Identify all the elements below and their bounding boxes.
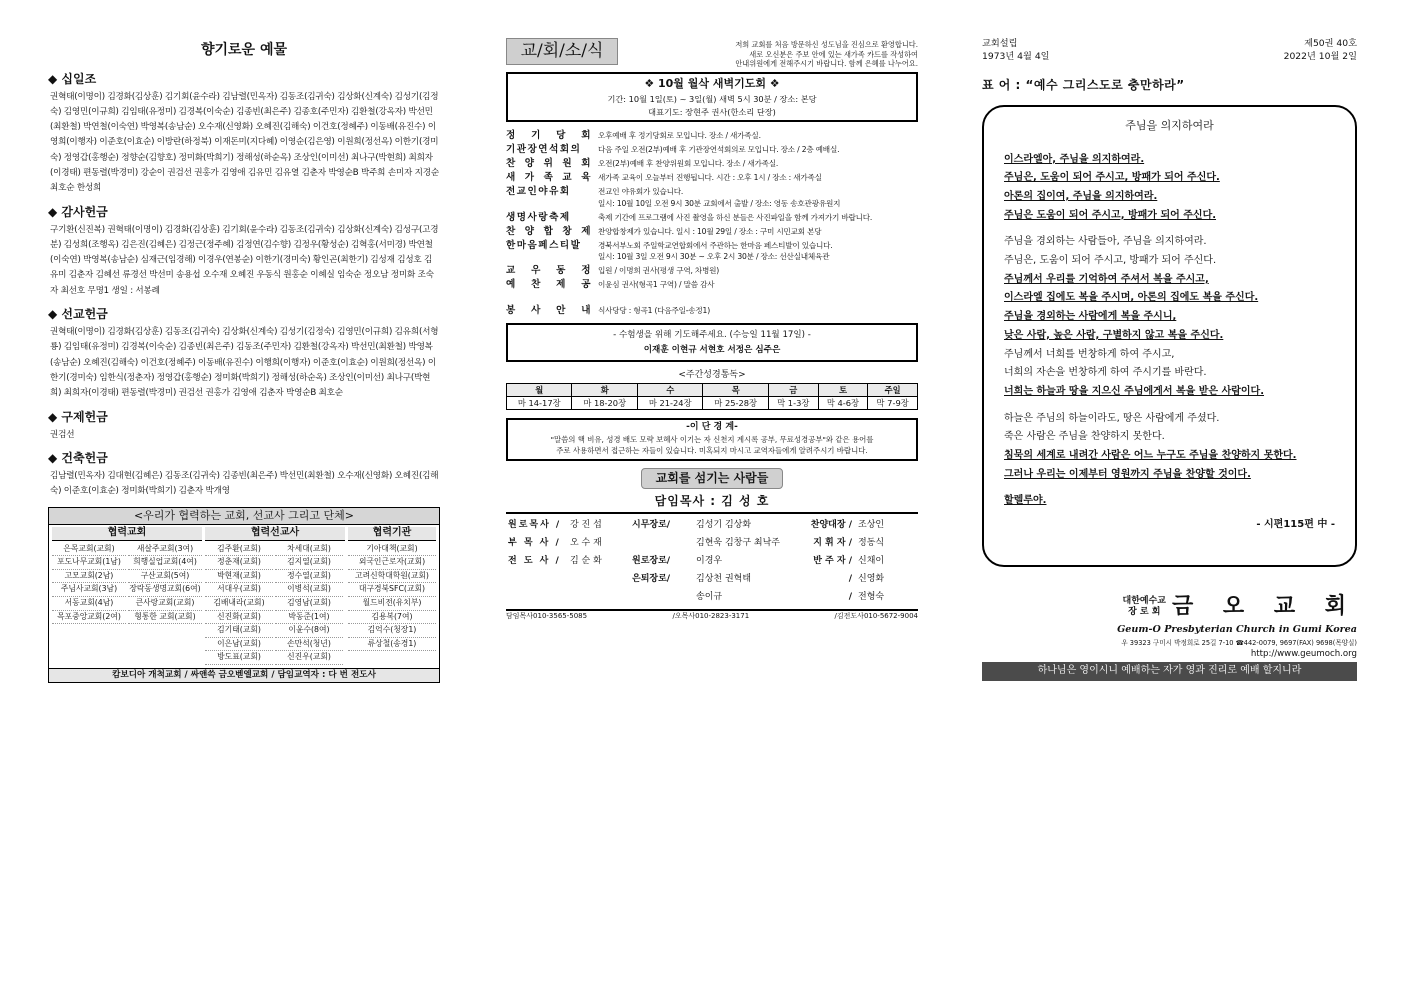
- staff-cell: 찬양대장 /: [810, 519, 852, 530]
- news-list: [506, 130, 918, 291]
- offering-section-head: ◆ 십일조: [48, 71, 97, 86]
- news-item-line: 찬양합창제가 있습니다. 일시 : 10월 29일 / 장소 : 구미 시민교회 본당: [598, 226, 822, 236]
- reading-day: 화: [572, 383, 637, 396]
- cooperation-item: 구산교회(5여): [128, 570, 202, 584]
- staff-cell: 신영화: [858, 574, 885, 585]
- issue-number: 제50권 40호: [1304, 38, 1357, 49]
- psalm-verse: 주님을 경외하는 사람들아, 주님을 의지하여라.: [1004, 236, 1207, 248]
- reading-day: 목: [703, 383, 768, 396]
- news-item-label: 찬 양 위 원 회: [506, 158, 592, 170]
- church-news-logo: 교/회/소/식: [506, 38, 618, 65]
- offerings-title: 향기로운 예물: [200, 42, 288, 58]
- staff-cell: /: [848, 574, 852, 585]
- intro-line: 저희 교회를 처음 방문하신 성도님을 진심으로 환영합니다.: [735, 40, 918, 49]
- cooperation-body: [49, 525, 439, 665]
- staff-row: [508, 588, 916, 606]
- staff-cell: 시무장로/: [632, 519, 671, 530]
- staff-cell: 원로목사 /: [508, 519, 562, 530]
- church-motto: 표 어 : “예수 그리스도로 충만하라”: [982, 77, 1185, 92]
- agencies-group: [348, 527, 436, 665]
- cooperation-title: <우리가 협력하는 교회, 선교사 그리고 단체>: [49, 508, 439, 525]
- cooperation-item: 이윤수(8여): [275, 624, 343, 638]
- service-label: 봉 사 안 내: [506, 305, 592, 317]
- psalm-box: [982, 105, 1357, 567]
- reading-chapters: 막 4-6장: [818, 397, 868, 410]
- reading-day: 금: [768, 383, 818, 396]
- psalm-verse: 하늘은 주님의 하늘이라도, 땅은 사람에게 주셨다.: [1004, 412, 1220, 424]
- psalm-stanza: [1004, 233, 1335, 401]
- cooperation-item: 월드비전(유치부): [348, 597, 436, 611]
- news-item-label: 찬 양 합 창 제: [506, 225, 592, 237]
- denomination-line: 대한예수교: [1122, 596, 1166, 607]
- offering-section: [48, 410, 440, 443]
- staff-cell: 전 도 사 /: [508, 555, 561, 566]
- bulletin-header: [982, 38, 1357, 64]
- cooperation-item: 포도나무교회(1남): [52, 556, 126, 570]
- psalm-verse: 너희는 하늘과 땅을 지으신 주님에게서 복을 받은 사람이다.: [1004, 385, 1265, 397]
- news-item-text: [598, 144, 839, 156]
- dawn-prayer-box: [506, 72, 918, 122]
- cooperation-item: 신진화(교회): [205, 611, 273, 625]
- psalm-stanza: [1004, 151, 1335, 226]
- reading-day: 주일: [868, 383, 918, 396]
- churches-head: 협력교회: [52, 527, 202, 541]
- welcome-intro: [618, 38, 918, 69]
- news-item-line: 입원 / 이명희 권사(평생 구역, 차병원): [598, 266, 720, 276]
- news-item: [506, 265, 918, 277]
- news-item-line: 오전(2부)예배 후 찬양위원회 모입니다. 장소 / 새가족실.: [598, 159, 779, 169]
- staff-cell: 원로장로/: [632, 555, 671, 566]
- bible-reading-table: [506, 383, 918, 411]
- staff-cell: 김현욱 김창구 최낙주: [696, 537, 780, 548]
- senior-pastor: 담임목사 : 김 성 호: [654, 493, 770, 508]
- agencies-list: [348, 543, 436, 652]
- cooperation-item: 큰사랑교회(교회): [128, 597, 202, 611]
- staff-cell: 송이규: [696, 592, 723, 603]
- psalm-verse: 주님은 도움이 되어 주시고, 방패가 되어 주신다.: [1004, 209, 1217, 221]
- news-item-label: 한마음페스티발: [506, 239, 582, 251]
- staff-cell: 지 휘 자 /: [813, 537, 852, 548]
- cooperation-item: 손만석(청년): [275, 638, 343, 652]
- reading-chapters: 막 7-9장: [868, 397, 918, 410]
- news-item-text: [598, 186, 840, 210]
- offering-section: [48, 205, 440, 299]
- servers-heading: 교회를 섬기는 사람들: [641, 468, 784, 489]
- cooperation-item: 형통한 교회(교회): [128, 611, 202, 625]
- news-item-line: 이윤심 권사(형곡1 구역) / 말씀 감사: [598, 280, 715, 290]
- staff-cell: 정동식: [858, 537, 885, 548]
- staff-row: [508, 516, 916, 534]
- offering-section: [48, 307, 440, 401]
- news-item-line: 축제 기간에 프로그램에 사진 촬영을 하신 분들은 사진파일을 함께 가져가기 바랍니다.: [598, 212, 873, 222]
- bible-reading-title: <주간성경통독>: [678, 370, 746, 381]
- psalm-verse: 이스라엘 집에도 복을 주시며, 아론의 집에도 복을 주신다.: [1004, 292, 1259, 304]
- staff-cell: 김성기 김상화: [696, 519, 752, 530]
- news-item-line: 전교인 야유회가 있습니다.: [598, 187, 684, 197]
- reading-chapters: 마 21-24장: [637, 397, 702, 410]
- issue-info: [1284, 38, 1357, 64]
- phone-number: 담임목사010-3565-5085: [506, 611, 588, 620]
- staff-cell: [632, 588, 696, 606]
- cooperation-item: 은목교회(교회): [52, 543, 126, 557]
- exam-students: 이재훈 이현규 서현호 서정은 심주은: [643, 344, 781, 355]
- staff-cell: 오 수 재: [570, 537, 602, 548]
- news-item-text: [598, 172, 822, 184]
- churches-list-b: [128, 543, 202, 625]
- psalm-verse: 너희의 자손을 번창하게 하여 주시기를 바란다.: [1004, 367, 1207, 379]
- phone-number: /오목사010-2823-3171: [672, 611, 750, 620]
- cooperation-item: 목포중앙교회(2여): [52, 611, 126, 625]
- denomination-line: 장 로 회: [1128, 606, 1161, 617]
- cooperation-item: 대구경북SFC(교회): [348, 583, 436, 597]
- staff-cell: 조상인: [858, 519, 885, 530]
- cooperation-item: 이은남(교회): [205, 638, 273, 652]
- psalm-verse: 죽은 사람은 주님을 찬양하지 못한다.: [1004, 431, 1165, 443]
- news-item-line: 새가족 교육이 오늘부터 진행됩니다. 시간 : 오후 1시 / 장소 : 새가족실: [598, 173, 822, 183]
- reading-day: 월: [507, 383, 572, 396]
- psalm-verse: 주님을 경외하는 사람에게 복을 주시니,: [1004, 311, 1177, 323]
- cooperation-item: 김억수(청장1): [348, 624, 436, 638]
- psalm-verse: 낮은 사람, 높은 사람, 구별하지 않고 복을 주신다.: [1004, 329, 1224, 341]
- issue-date: 2022년 10월 2일: [1283, 50, 1357, 62]
- offering-section-head: ◆ 선교헌금: [48, 307, 108, 322]
- agencies-head: 협력기관: [348, 527, 436, 541]
- exam-prayer-title: - 수험생을 위해 기도해주세요. (수능일 11월 17일) -: [613, 330, 811, 341]
- psalm-verse: 주님께서 너희를 번창하게 하여 주시고,: [1004, 348, 1175, 360]
- psalm-verse: 그러나 우리는 이제부터 영원까지 주님을 찬양할 것이다.: [1004, 468, 1251, 480]
- cooperation-item: 이병석(교회): [275, 583, 343, 597]
- cooperation-item: 고모교회(2남): [52, 570, 126, 584]
- offering-section: [48, 451, 440, 500]
- missionaries-head: 협력선교사: [205, 527, 345, 541]
- psalm-verse: 할렐루야.: [1004, 495, 1047, 507]
- scripture-footer: 하나님은 영이시니 예배하는 자가 영과 진리로 예배 할지니라: [982, 662, 1357, 681]
- cooperation-item: 주님사교회(3남): [52, 583, 126, 597]
- reading-chapters: 마 25-28장: [703, 397, 768, 410]
- psalm-verse: 이스라엘아, 주님을 의지하여라.: [1004, 153, 1145, 165]
- news-item-line: 다음 주일 오전(2부)예배 후 기관장연석회의로 모입니다. 장소 / 2층 예배실.: [598, 145, 840, 155]
- news-item: [506, 186, 918, 210]
- service-text: 식사당당 : 형곡1 (다음주일-송정1): [598, 306, 710, 316]
- staff-cell: 김 순 화: [570, 555, 602, 566]
- staff-cell: 신채이: [858, 555, 885, 566]
- news-item-label: 예 찬 제 공: [506, 279, 592, 291]
- psalm-body: [1004, 151, 1335, 512]
- cooperation-item: 외국인근로자(교회): [348, 556, 436, 570]
- psalm-verse: 주님은, 도움이 되어 주시고, 방패가 되어 주신다.: [1004, 172, 1220, 184]
- founding-date: 1973년 4월 4일: [982, 50, 1050, 62]
- news-item: [506, 144, 918, 156]
- news-item-line: 오후예배 후 정기당회로 모입니다. 장소 / 새가족실.: [598, 131, 761, 141]
- missionaries-list-a: [205, 543, 273, 665]
- cooperation-item: 기아대책(교회): [348, 543, 436, 557]
- psalm-stanza: [1004, 410, 1335, 485]
- cooperation-item: 박동준(1여): [275, 611, 343, 625]
- cooperation-item: 정수열(교회): [275, 570, 343, 584]
- cooperation-item: 김기태(교회): [205, 624, 273, 638]
- cooperation-item: 차세대(교회): [275, 543, 343, 557]
- news-item-text: [598, 240, 832, 264]
- staff-row: [508, 552, 916, 570]
- church-name-block: [982, 593, 1357, 621]
- staff-cell: 김상천 권혁태: [696, 574, 752, 585]
- psalm-reference: - 시편115편 中 -: [1256, 519, 1335, 531]
- dawn-prayer-schedule: 기간: 10월 1일(토) ~ 3일(월) 새벽 5시 30분 / 장소: 본당: [607, 93, 817, 104]
- cover-column: [982, 38, 1357, 681]
- phone-number: /김전도사010-5672-9004: [834, 611, 918, 620]
- psalm-verse: 침묵의 세계로 내려간 사람은 어느 누구도 주님을 찬양하지 못한다.: [1004, 450, 1297, 462]
- news-item-text: [598, 226, 821, 238]
- churches-list-a: [52, 543, 126, 625]
- missionaries-group: [205, 527, 345, 665]
- offering-donor-list: 김남렬(민옥자) 김대현(김혜은) 김동조(김귀숙) 김종빈(최은주) 박선민(최환철) 오수재(신영화) 오혜진(김해숙) 이준호(이효순) 정미화(박희기) 김춘자 박개영: [50, 470, 439, 497]
- reading-day: 토: [818, 383, 868, 396]
- reading-chapters: 마 14-17장: [507, 397, 572, 410]
- reading-chapters: 막 1-3장: [768, 397, 818, 410]
- news-item-line: 경북서부노회 주일학교연합회에서 주관하는 한마음 페스티발이 있습니다.: [598, 240, 833, 250]
- reading-day: 수: [637, 383, 702, 396]
- psalm-verse: 아론의 집이여, 주님을 의지하여라.: [1004, 190, 1158, 202]
- staff-cell: 부 목 사 /: [508, 537, 561, 548]
- news-item-label: 기관장연석회의: [506, 144, 582, 156]
- cooperation-item: 희행실업교회(4여): [128, 556, 202, 570]
- news-item: [506, 226, 918, 238]
- cooperation-item: 고려신학대학원(교회): [348, 570, 436, 584]
- offering-section-head: ◆ 감사헌금: [48, 204, 108, 219]
- church-news-column: [506, 38, 918, 620]
- cooperation-footer: 캄보디아 개척교회 / 싸앤쓱 금오벧엘교회 / 담임교역자 : 다 번 전도사: [49, 668, 439, 682]
- service-guide: [506, 305, 918, 317]
- cooperation-item: 서대우(교회): [205, 583, 273, 597]
- offering-section-head: ◆ 건축헌금: [48, 450, 108, 465]
- staff-row: [508, 534, 916, 552]
- news-item-label: 전교인야유회: [506, 186, 571, 198]
- staff-cell: [508, 588, 570, 606]
- founding-label: 교회설립: [982, 38, 1018, 49]
- reading-chapters: 마 18-20장: [572, 397, 637, 410]
- dawn-prayer-leader: 대표기도: 장현주 권사(한소리 단장): [648, 107, 776, 117]
- cooperation-item: 김주환(교회): [205, 543, 273, 557]
- church-name: 금 오 교 회: [1172, 592, 1357, 619]
- cooperation-item: 서동교회(4남): [52, 597, 126, 611]
- cooperation-item: 김지열(교회): [275, 556, 343, 570]
- cooperation-item: 김배내라(교회): [205, 597, 273, 611]
- news-item-text: [598, 265, 719, 277]
- cooperation-item: 장락동생명교회(6여): [128, 583, 202, 597]
- staff-cell: 강 진 섭: [570, 519, 602, 530]
- news-item-text: [598, 212, 872, 224]
- reading-chapters-row: [507, 397, 918, 410]
- denomination: [1123, 596, 1166, 617]
- news-item-line: 일시: 10월 10일 오전 9시 30분 교회에서 출발 / 장소: 영동 송호관광유원지: [598, 198, 841, 208]
- staff-list: [506, 512, 918, 611]
- intro-line: 새로 오신분은 주보 안에 있는 새가족 카드를 작성하여: [749, 49, 918, 59]
- news-item-label: 생명사랑축제: [506, 211, 571, 223]
- offering-section-head: ◆ 구제헌금: [48, 409, 108, 424]
- cooperation-item: 신진우(교회): [275, 651, 343, 665]
- heresy-text-line: "말씀의 핵 비유, 성경 배도 모략 보혜사 이기는 자 신천지 계시록 공부, 무료성경공부"와 같은 용어를: [550, 434, 874, 444]
- intro-line: 안내위원에게 전해주시기 바랍니다. 함께 은혜를 나누어요.: [735, 59, 918, 69]
- news-item: [506, 130, 918, 142]
- staff-cell: [632, 534, 696, 552]
- heresy-text-line: 주로 사용하면서 접근하는 자들이 있습니다. 미혹되지 마시고 교역자들에게 알려주시기 바랍니다.: [556, 446, 868, 456]
- staff-cell: [570, 570, 632, 588]
- founding-info: [982, 38, 1050, 64]
- news-item: [506, 172, 918, 184]
- offering-donor-list: 권혁태(이명이) 김경화(김상훈) 김동조(김귀숙) 김상화(신계숙) 김성기(김정숙) 김영민(이규희) 김유희(서형룡) 김임태(유정미) 김경복(이숙순) 김종빈(최은주) 김동조(주민자) 김환철(강옥자) 박선민(최환철) 박영복(송남순) 오혜진(김해숙) 이건호(정혜주) 이동배(유진수) 이행희(이행자) 이준호(이효순) 이원희(정선옥) 이한기(경미숙) 임한식(정춘자) 정영갑(홍행순) 정미화(박희기) 정해성(하순옥) 조상인(이미선) 최나구(박현희) 최희자(이경태) 편동렬(박경미) 권검선 권홍가 김영애 김춘자 박영순B 최호순: [50, 327, 439, 399]
- staff-cell: 이경우: [696, 555, 723, 566]
- offerings-column: [48, 38, 440, 683]
- staff-cell: 전형숙: [858, 592, 885, 603]
- news-item-text: [598, 279, 714, 291]
- cooperation-item: 김용복(7여): [348, 611, 436, 625]
- offering-donor-list: 권검선: [50, 429, 75, 440]
- offering-section: [48, 72, 440, 197]
- offering-donor-list: 구기환(신진복) 권혁태(이명이) 김경화(김상훈) 김기회(윤수라) 김동조(김귀숙) 김상화(신계숙) 김성구(고경분) 김성희(조행옥) 김은진(김혜은) 김정근(정주혜) 김정연(김수향) 김정우(황성순) 김혁홍(서미경) 박연철(이숙연) 박영복(송남순) 심재근(임경해) 이경우(연봉순) 이한기(경미숙) 황인곤(최한기) 김성재 김성호 김유미 김춘자 김혜선 류경선 박선미 송용섭 오수재 오혜진 우동식 원홍순 이혜실 임숙순 정오남 정미화 조숙자 최선호 무명1 생일 : 서봉례: [50, 224, 439, 296]
- psalm-title: 주님을 의지하여라: [1125, 118, 1214, 132]
- exam-prayer-box: [506, 323, 918, 362]
- cooperation-item: 정춘재(교회): [205, 556, 273, 570]
- heresy-warning-box: [506, 418, 918, 460]
- church-english-name: Geum-O Presbyterian Church in Gumi Korea: [1117, 624, 1357, 636]
- cooperation-item: 방도표(교회): [205, 651, 273, 665]
- cooperation-item: 류상철(송경1): [348, 638, 436, 652]
- news-item: [506, 212, 918, 224]
- psalm-verse: 주님께서 우리를 기억하여 주셔서 복을 주시고,: [1004, 273, 1209, 285]
- offering-sections: [48, 72, 440, 500]
- staff-cell: /: [848, 592, 852, 603]
- offering-donor-list: 권혁태(이명이) 김경화(김상훈) 김기회(윤수라) 김남렬(민옥자) 김동조(김귀숙) 김상화(신계숙) 김성기(김정숙) 김영민(이규희) 김임태(유정미) 김경복(이숙순) 김종빈(최은주) 김종호(주민자) 김환철(강옥자) 박선민(최환철) 박연철(이숙연) 박영복(송남순) 오수재(신영화) 오혜진(김해숙) 이건호(정혜주) 이동배(유진수) 이영희(이행자) 이준호(이효순) 이방란(하정북) 이재돈미(지다혜) 이영순(김은영) 이원희(정선옥) 이한기(경미숙) 정영갑(홍행순) 정향순(김향호) 정미화(박희기) 정해성(하순옥) 조상인(이미선) 최나구(박현희) 최희자(이경태) 편동렬(박경미) 강순이 권검선 권홍가 김영애 김유민 김유열 김춘자 박영순B 박주희 손미자 지경순 최호순 한성희: [50, 91, 439, 194]
- news-item-text: [598, 158, 778, 170]
- staff-row: [508, 570, 916, 588]
- psalm-stanza: [1004, 492, 1335, 511]
- phone-numbers: [506, 612, 918, 621]
- heresy-title: -이 단 경 계-: [686, 422, 738, 433]
- news-item: [506, 158, 918, 170]
- cooperation-item: 새살주교회(3여): [128, 543, 202, 557]
- news-item-label: 새 가 족 교 육: [506, 172, 592, 184]
- missionaries-list-b: [275, 543, 343, 665]
- church-address: 우 39323 구미시 박정희로 25길 7-10 ☎442-0079, 9697(FAX) 9698(목양실): [1121, 639, 1357, 648]
- staff-cell: 은퇴장로/: [632, 574, 671, 585]
- cooperation-box: [48, 507, 440, 682]
- news-item: [506, 240, 918, 264]
- news-item-label: 정 기 당 회: [506, 130, 592, 142]
- news-item-line: 일시: 10월 3일 오전 9시 30분 ~ 오후 2시 30분 / 장소: 선산실내체육관: [598, 252, 830, 262]
- staff-cell: 반 주 자 /: [813, 555, 852, 566]
- news-item-text: [598, 130, 761, 142]
- churches-group: [52, 527, 202, 665]
- reading-days-row: [507, 383, 918, 396]
- staff-cell: [508, 570, 570, 588]
- news-item-label: 교 우 동 정: [506, 265, 592, 277]
- cooperation-item: 김영남(교회): [275, 597, 343, 611]
- cooperation-item: 박현재(교회): [205, 570, 273, 584]
- church-website[interactable]: http://www.geumoch.org: [1250, 649, 1357, 660]
- psalm-verse: 주님은, 도움이 되어 주시고, 방패가 되어 주신다.: [1004, 255, 1217, 267]
- news-item: [506, 279, 918, 291]
- staff-cell: [570, 588, 632, 606]
- dawn-prayer-title: ❖ 10월 월삭 새벽기도회 ❖: [644, 77, 780, 90]
